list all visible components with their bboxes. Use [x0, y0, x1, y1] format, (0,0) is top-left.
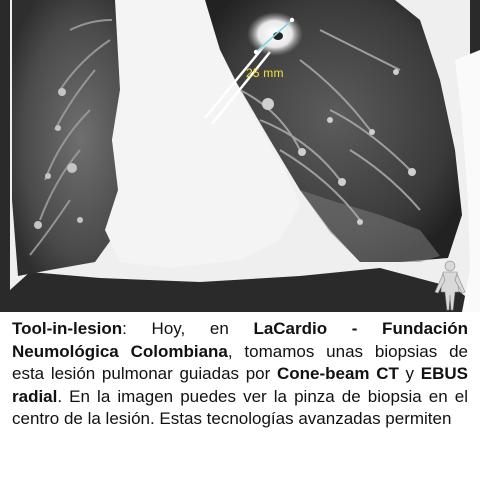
- caption-text-2: , tomamos unas biopsias de esta lesión pulmonar guiadas por: [12, 341, 469, 384]
- caption-text: [12, 318, 468, 431]
- caption-text-1: : Hoy, en: [122, 319, 254, 338]
- caption-bold-ebus-radial: EBUS radial: [12, 364, 468, 406]
- caption-bold-cone-beam-ct: Cone-beam CT: [276, 364, 399, 384]
- caption-text-4: . En la imagen puedes ver la pinza de biopsia en el centro de la lesión. Estas tecnologías avanzadas permiten: [12, 386, 468, 429]
- caption-text-3: y: [398, 364, 421, 384]
- caption-bold-tool-in-lesion: Tool-in-lesion: [12, 319, 123, 338]
- caption-bold-institution: LaCardio - Fundación Neumológica Colombiana: [12, 319, 468, 361]
- measurement-label: 25 mm: [246, 66, 284, 80]
